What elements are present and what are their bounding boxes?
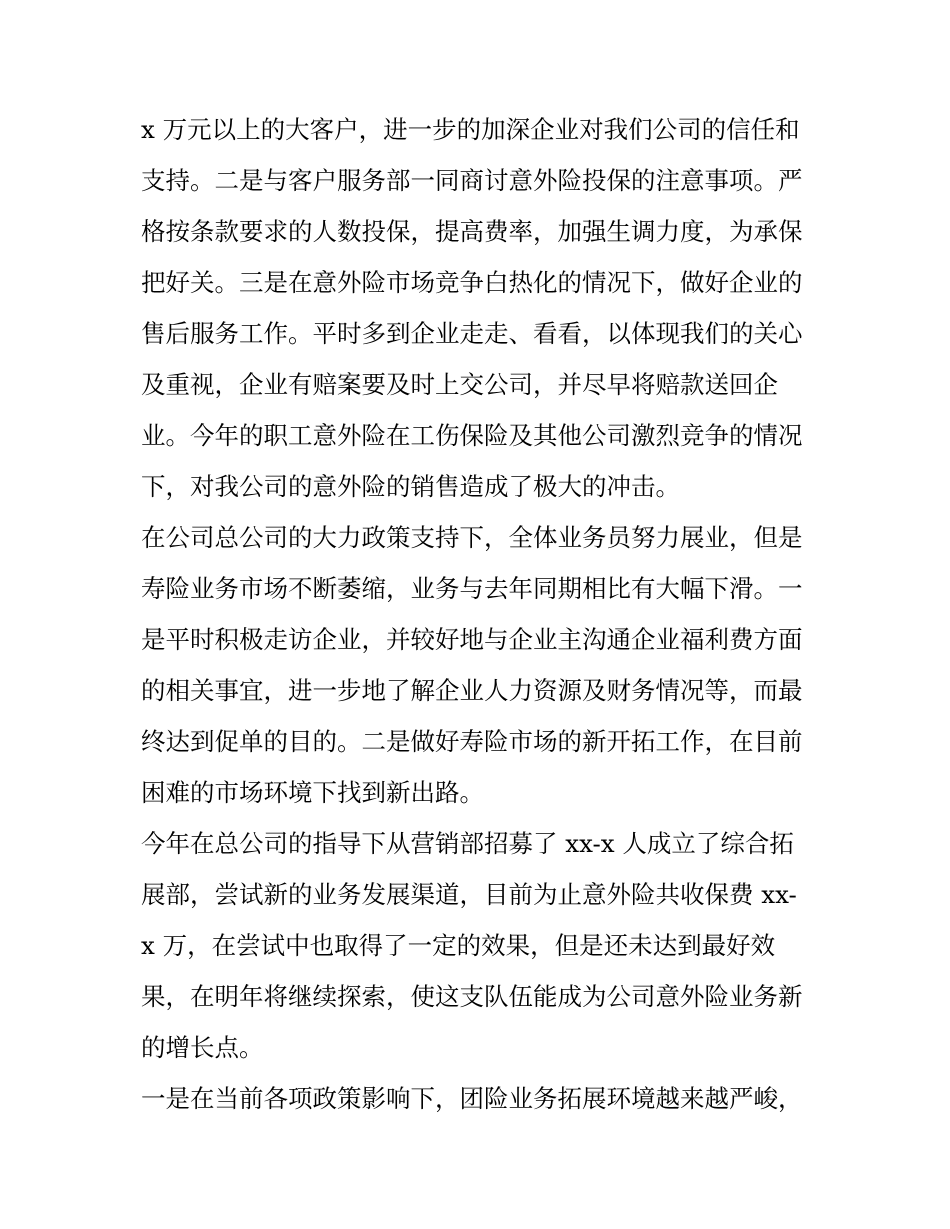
- text-line: 的相关事宜，进一步地了解企业人力资源及财务情况等，而最: [141, 676, 803, 705]
- text-line: 格按条款要求的人数投保，提高费率，加强生调力度，为承保: [141, 217, 803, 246]
- text-line: 一是在当前各项政策影响下，团险业务拓展环境越来越严峻，: [141, 1084, 803, 1113]
- text-line: 把好关。三是在意外险市场竞争白热化的情况下，做好企业的: [141, 268, 803, 297]
- paragraph-accident-insurance-service: [141, 104, 813, 512]
- text-line: 是平时积极走访企业，并较好地与企业主沟通企业福利费方面: [141, 625, 803, 654]
- text-line: 果，在明年将继续探索，使这支队伍能成为公司意外险业务新: [141, 982, 803, 1011]
- text-line: 下，对我公司的意外险的销售造成了极大的冲击。: [141, 472, 680, 501]
- paragraph-comprehensive-expansion-dept: [141, 818, 813, 1073]
- text-line: 及重视，企业有赔案要及时上交公司，并尽早将赔款送回企: [141, 370, 778, 399]
- text-line: 在公司总公司的大力政策支持下，全体业务员努力展业，但是: [141, 523, 803, 552]
- document-body: [141, 104, 813, 1124]
- text-line: 的增长点。: [141, 1033, 264, 1062]
- text-line: 业。今年的职工意外险在工伤保险及其他公司激烈竞争的情况: [141, 421, 803, 450]
- text-line: x 万，在尝试中也取得了一定的效果，但是还未达到最好效: [141, 931, 776, 960]
- text-line: 今年在总公司的指导下从营销部招募了 xx-x 人成立了综合拓: [141, 829, 794, 858]
- text-line: 支持。二是与客户服务部一同商讨意外险投保的注意事项。严: [141, 166, 803, 195]
- paragraph-group-insurance-environment: [141, 1073, 813, 1124]
- text-line: x 万元以上的大客户，进一步的加深企业对我们公司的信任和: [141, 115, 800, 144]
- text-line: 终达到促单的目的。二是做好寿险市场的新开拓工作，在目前: [141, 727, 803, 756]
- text-line: 售后服务工作。平时多到企业走走、看看，以体现我们的关心: [141, 319, 803, 348]
- text-line: 困难的市场环境下找到新出路。: [141, 778, 484, 807]
- text-line: 展部，尝试新的业务发展渠道，目前为止意外险共收保费 xx-: [141, 880, 797, 909]
- text-line: 寿险业务市场不断萎缩，业务与去年同期相比有大幅下滑。一: [141, 574, 803, 603]
- paragraph-life-insurance-business: [141, 512, 813, 818]
